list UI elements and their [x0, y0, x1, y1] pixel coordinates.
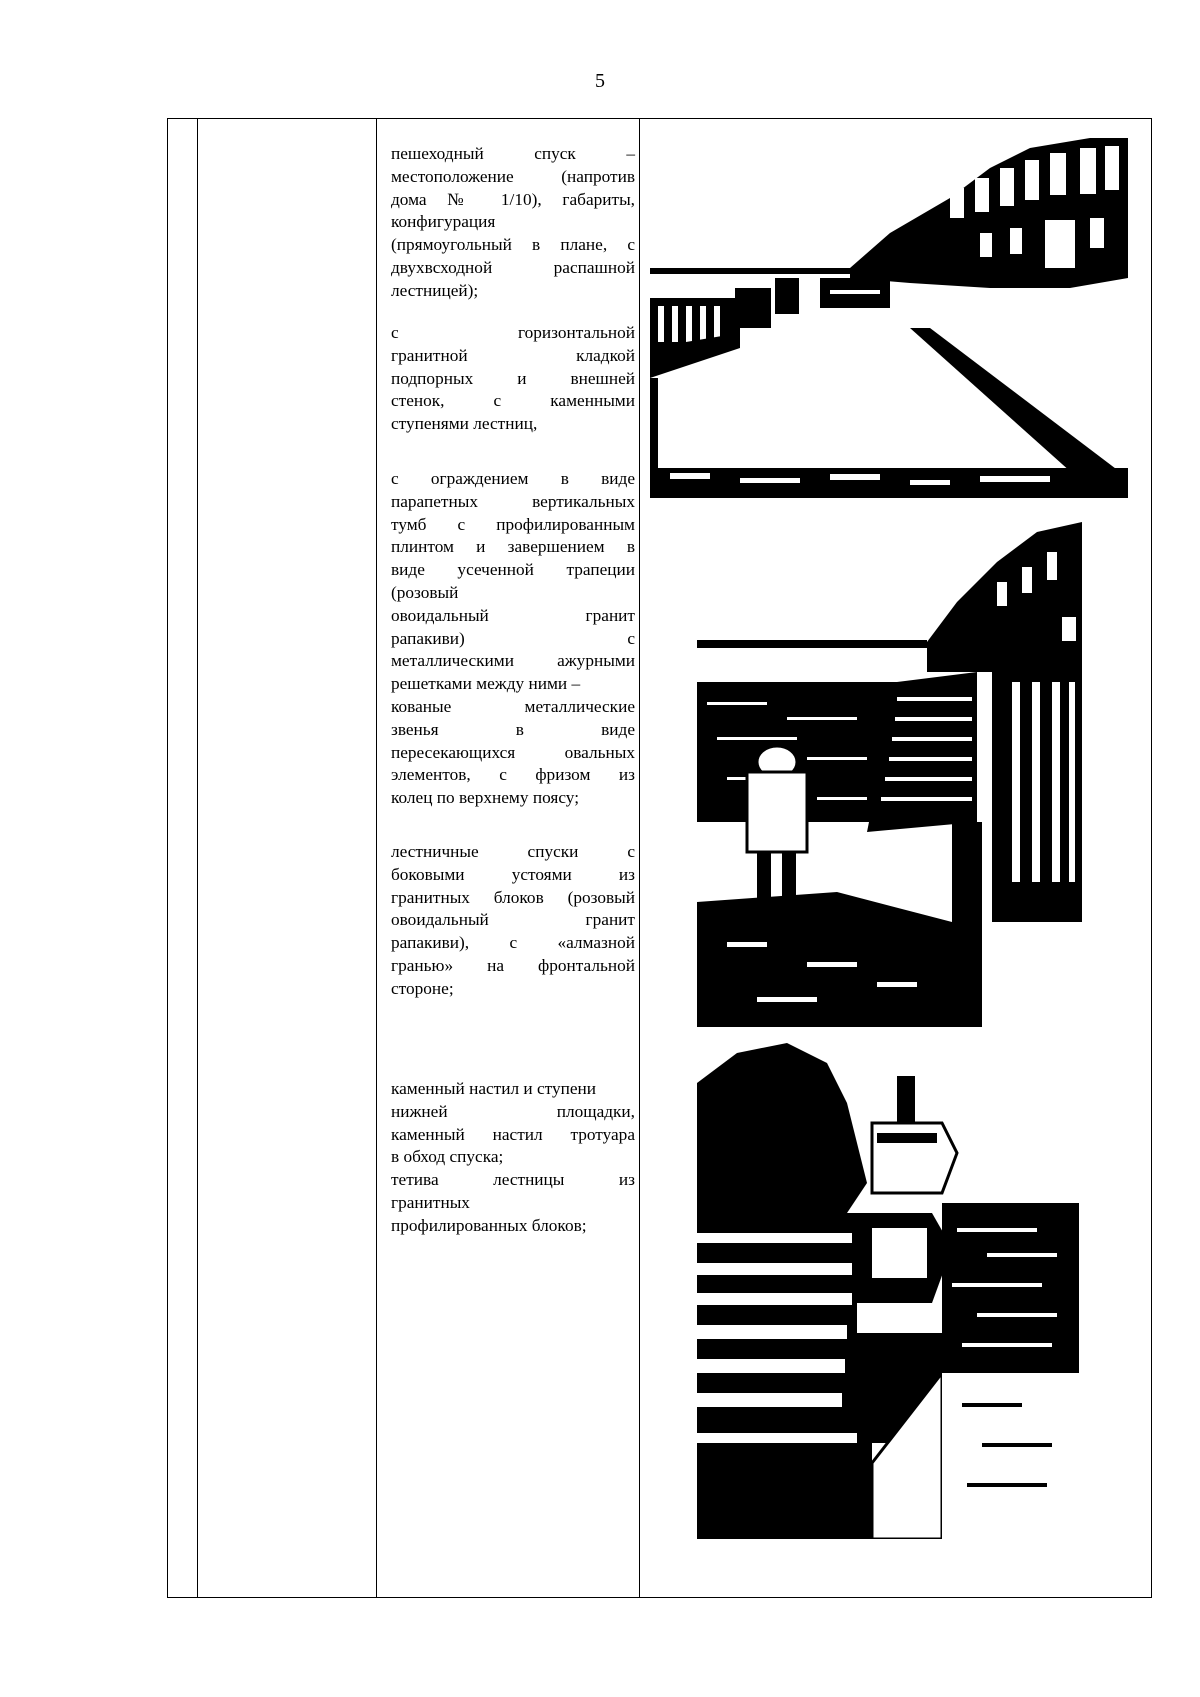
text-line: нижней площадки,: [391, 1101, 635, 1121]
text-line: пересекающихся овальных: [391, 742, 635, 762]
embankment-photo: [650, 138, 1128, 498]
text-line: ступенями лестниц,: [391, 414, 538, 434]
text-line: лестничные спуски с: [391, 842, 635, 861]
text-line: плинтом и завершением в: [391, 537, 635, 557]
text-line: овоидальный гранит: [391, 605, 635, 625]
stair-blocks-photo: [697, 1043, 1079, 1539]
text-line: каменный настил тротуара: [391, 1124, 635, 1144]
text-line: стенок, с каменными: [391, 391, 635, 411]
text-line: парапетных вертикальных: [391, 491, 635, 511]
text-line: с горизонтальной: [391, 323, 635, 342]
text-line: с ограждением в виде: [391, 469, 635, 488]
text-line: металлическими ажурными: [391, 651, 635, 671]
paragraph-stone-paving: [391, 1078, 635, 1238]
text-line: местоположение (напротив: [391, 166, 635, 186]
text-line: профилированных блоков;: [391, 1215, 587, 1235]
text-line: конфигурация: [391, 212, 496, 232]
text-line: стороне;: [391, 978, 454, 998]
text-line: боковыми устоями из: [391, 864, 635, 884]
column-divider-1: [197, 118, 198, 1598]
text-line: звенья в виде: [391, 719, 635, 739]
text-line: дома № 1/10), габариты,: [391, 189, 635, 209]
page-number: 5: [595, 70, 605, 92]
paragraph-stair-descents: [391, 841, 635, 1001]
text-line: гранитных: [391, 1192, 470, 1212]
text-line: каменный настил и ступени: [391, 1079, 597, 1098]
column-divider-2: [376, 118, 377, 1598]
text-line: виде усеченной трапеции: [391, 560, 635, 580]
text-line: тетива лестницы из: [391, 1170, 635, 1190]
text-line: овоидальный гранит: [391, 910, 635, 930]
text-line: тумб с профилированным: [391, 514, 635, 534]
text-line: рапакиви), с «алмазной: [391, 933, 635, 953]
text-line: пешеходный спуск –: [391, 144, 635, 163]
text-line: (розовый: [391, 582, 459, 602]
text-line: (прямоугольный в плане, с: [391, 235, 635, 255]
text-line: гранитной кладкой: [391, 345, 635, 365]
text-line: двухвсходной распашной: [391, 257, 635, 277]
text-line: подпорных и внешней: [391, 368, 635, 388]
text-line: решетками между ними –: [391, 674, 581, 694]
text-line: рапакиви) с: [391, 628, 635, 648]
text-line: колец по верхнему поясу;: [391, 788, 579, 808]
paragraph-railing: [391, 468, 635, 810]
text-line: гранитных блоков (розовый: [391, 887, 635, 907]
paragraph-granite-masonry: [391, 322, 635, 436]
stair-descent-photo: [697, 522, 1082, 1027]
column-divider-3: [639, 118, 640, 1598]
text-line: лестницей);: [391, 280, 479, 300]
text-line: гранью» на фронтальной: [391, 955, 635, 975]
text-line: кованые металлические: [391, 696, 635, 716]
paragraph-pedestrian-descent: [391, 143, 635, 303]
text-line: в обход спуска;: [391, 1147, 504, 1167]
text-line: элементов, с фризом из: [391, 765, 635, 785]
